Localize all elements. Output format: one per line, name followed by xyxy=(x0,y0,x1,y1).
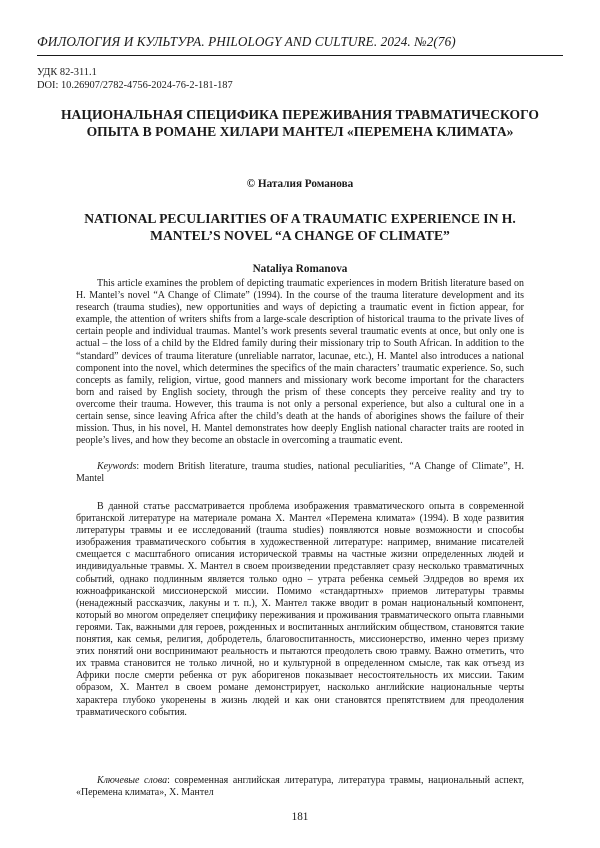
article-title-en: NATIONAL PECULIARITIES OF A TRAUMATIC EXPERIENCE IN H. MANTEL’S NOVEL “A CHANGE OF CLIMATE” xyxy=(84,211,516,243)
abstract-ru: В данной статье рассматривается проблема изображения травматического опыта в современной британской литературе на материале романа Х. Мантел «Перемена климата» (1994). В ходе развития литературы травмы и ее исследований (trauma studies) появляются новые возможности и способы изображения травматического события в художественной литературе: например, внимание писателей смещается с масштабного описания исторической травмы на частные жизни определенных людей и индивидуальные травмы. Х. Мантел в своем произведении представляет сразу несколько травматичных событий, однако подлинным является только одно – утрата ребенка семьей Элдредов во время их южноафриканской миссионерской миссии. Помимо «стандартных» приемов литературы травмы (ненадежный рассказчик, лакуны и т. п.), Х. Мантел также вводит в роман национальный компонент, который во многом определяет специфику переживания и проживания травматического опыта главными героями. Так, важными для героев, рожденных и воспитанных английским обществом, становятся такие понятия, как семья, религия, добродетель, благовоспитанность, миссионерство, именно через призму этих понятий они воспринимают реальность и пытаются преодолеть свою травму. Важно отметить, что их травма становится не только личной, но и культурной в определенном смысле, так как отъезд из Африки после смерти ребенка от рук аборигенов показывает несостоятельность их миссии. Таким образом, Х. Мантел в своем романе демонстрирует, насколько английские национальные черты характера глубоко укоренены в жизнь людей и как они становятся препятствием для преодоления травматического события. xyxy=(76,501,524,718)
keywords-en xyxy=(76,461,524,485)
keywords-en-list: : modern British literature, trauma studies, national peculiarities, “A Change of Climate”, H. Mantel xyxy=(76,461,524,485)
page-number: 181 xyxy=(291,811,309,823)
author-name-ru: © Наталия Романова xyxy=(246,178,354,190)
article-metadata xyxy=(37,66,233,92)
udk-code: УДК 82-311.1 xyxy=(37,67,97,78)
author-name-en: Nataliya Romanova xyxy=(252,263,348,275)
keywords-ru-label: Ключевые слова xyxy=(97,775,168,786)
doi: DOI: 10.26907/2782-4756-2024-76-2-181-187 xyxy=(37,80,233,91)
keywords-ru-list: : современная английская литература, литература травмы, национальный аспект, «Перемена климата», Х. Мантел xyxy=(76,775,524,799)
header-divider xyxy=(37,55,563,56)
abstract-en: This article examines the problem of depicting traumatic experiences in modern British literature based on H. Mantel’s novel “A Change of Climate” (1994). In the course of the trauma literature development and its research (trauma studies), new opportunities and ways of depicting a traumatic event in fiction appear, for example, the attention of writers shifts from a large-scale description of historical trauma to the private lives of certain people and individual traumas. Mantel’s work presents several traumatic events at once, but only one is actual – the loss of a child by the Eldred family during their missionary trip to South African. In addition to the “standard” devices of trauma literature (unreliable narrator, lacunae, etc.), H. Mantel also introduces a national component into the novel, which determines the specifics of the main characters’ traumatic experience. So, such concepts as family, religion, virtue, good manners and missionary work become important for the characters born and raised by English society, through the prism of these concepts they perceive reality and try to overcome their trauma. However, this trauma is not only a personal experience, but also a cultural one in a certain sense, since leaving Africa after the child’s death at the hands of aborigines shows the failure of their mission. Thus, in his novel, H. Mantel demonstrates how deeply English national character traits are rooted in people’s lives, and how they become an obstacle in overcoming a traumatic event. xyxy=(76,278,524,447)
journal-header: ФИЛОЛОГИЯ И КУЛЬТУРА. PHILOLOGY AND CULTURE. 2024. №2(76) xyxy=(37,34,456,49)
keywords-en-label: Keywords xyxy=(97,461,137,472)
keywords-ru xyxy=(76,775,524,799)
article-title-ru: НАЦИОНАЛЬНАЯ СПЕЦИФИКА ПЕРЕЖИВАНИЯ ТРАВМАТИЧЕСКОГО ОПЫТА В РОМАНЕ ХИЛАРИ МАНТЕЛ «ПЕРЕМЕНА КЛИМАТА» xyxy=(60,107,539,139)
